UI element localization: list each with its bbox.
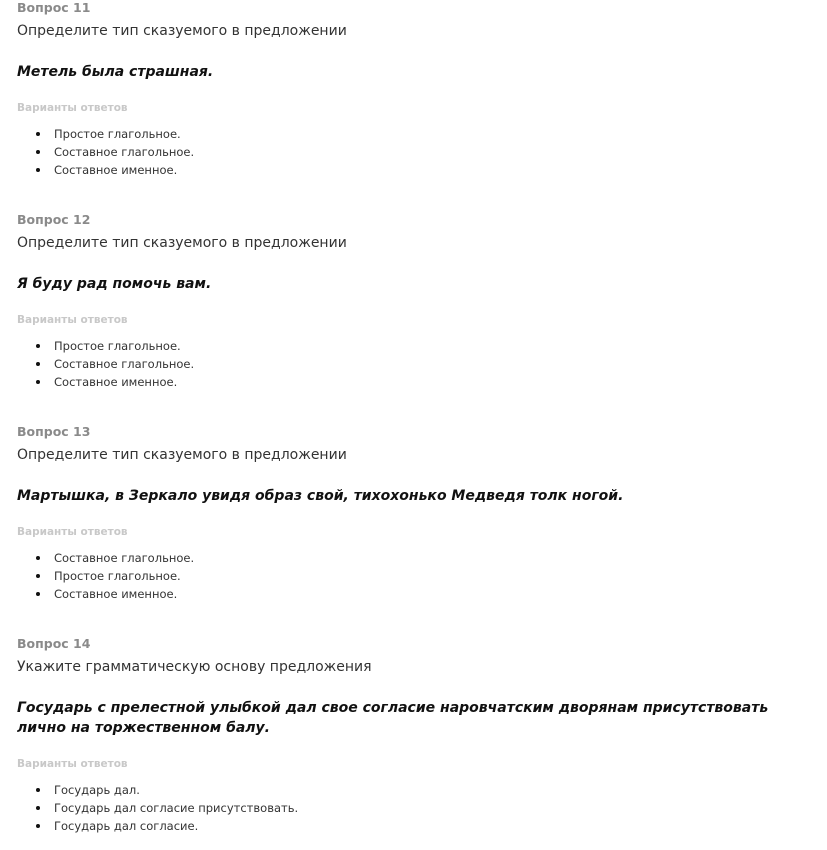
answer-option-text: Составное глагольное. (54, 145, 195, 159)
answer-option (17, 781, 298, 799)
bullet-icon (36, 380, 40, 384)
question-sentence: Метель была страшная. (17, 64, 214, 80)
answer-option (17, 549, 194, 567)
bullet-icon (36, 574, 40, 578)
answer-option (17, 161, 194, 179)
answer-variants-label: Варианты ответов (17, 102, 128, 114)
answer-option (17, 585, 194, 603)
answer-options-list (17, 549, 194, 603)
bullet-icon (36, 344, 40, 348)
question-prompt: Укажите грамматическую основу предложения (17, 659, 372, 675)
answer-option-text: Государь дал согласие присутствовать. (54, 801, 299, 815)
answer-option-text: Государь дал согласие. (54, 819, 199, 833)
bullet-icon (36, 150, 40, 154)
answer-option-text: Составное именное. (54, 587, 178, 601)
answer-variants-label: Варианты ответов (17, 526, 128, 538)
answer-options-list (17, 125, 194, 179)
bullet-icon (36, 362, 40, 366)
answer-option (17, 817, 298, 835)
answer-option-text: Государь дал. (54, 783, 140, 797)
answer-option (17, 143, 194, 161)
answer-options-list (17, 781, 298, 835)
answer-option-text: Простое глагольное. (54, 339, 181, 353)
answer-option-text: Составное глагольное. (54, 357, 195, 371)
question-number: Вопрос 12 (17, 212, 91, 227)
bullet-icon (36, 556, 40, 560)
answer-option-text: Составное именное. (54, 375, 178, 389)
answer-variants-label: Варианты ответов (17, 758, 128, 770)
question-number: Вопрос 14 (17, 636, 91, 651)
answer-option-text: Простое глагольное. (54, 127, 181, 141)
question-prompt: Определите тип сказуемого в предложении (17, 23, 347, 39)
question-number: Вопрос 13 (17, 424, 91, 439)
question-sentence: Государь с прелестной улыбкой дал свое согласие наровчатским дворянам присутствовать лично на торжественном балу. (17, 700, 769, 736)
answer-option-text: Простое глагольное. (54, 569, 181, 583)
answer-options-list (17, 337, 194, 391)
bullet-icon (36, 788, 40, 792)
answer-option (17, 355, 194, 373)
bullet-icon (36, 132, 40, 136)
answer-variants-label: Варианты ответов (17, 314, 128, 326)
answer-option (17, 567, 194, 585)
question-sentence: Мартышка, в Зеркало увидя образ свой, тихохонько Медведя толк ногой. (17, 488, 624, 504)
question-number: Вопрос 11 (17, 0, 91, 15)
bullet-icon (36, 592, 40, 596)
question-prompt: Определите тип сказуемого в предложении (17, 447, 347, 463)
bullet-icon (36, 824, 40, 828)
answer-option (17, 337, 194, 355)
answer-option (17, 373, 194, 391)
answer-option-text: Составное именное. (54, 163, 178, 177)
answer-option-text: Составное глагольное. (54, 551, 195, 565)
question-sentence: Я буду рад помочь вам. (17, 276, 212, 292)
answer-option (17, 125, 194, 143)
question-prompt: Определите тип сказуемого в предложении (17, 235, 347, 251)
bullet-icon (36, 806, 40, 810)
answer-option (17, 799, 298, 817)
bullet-icon (36, 168, 40, 172)
